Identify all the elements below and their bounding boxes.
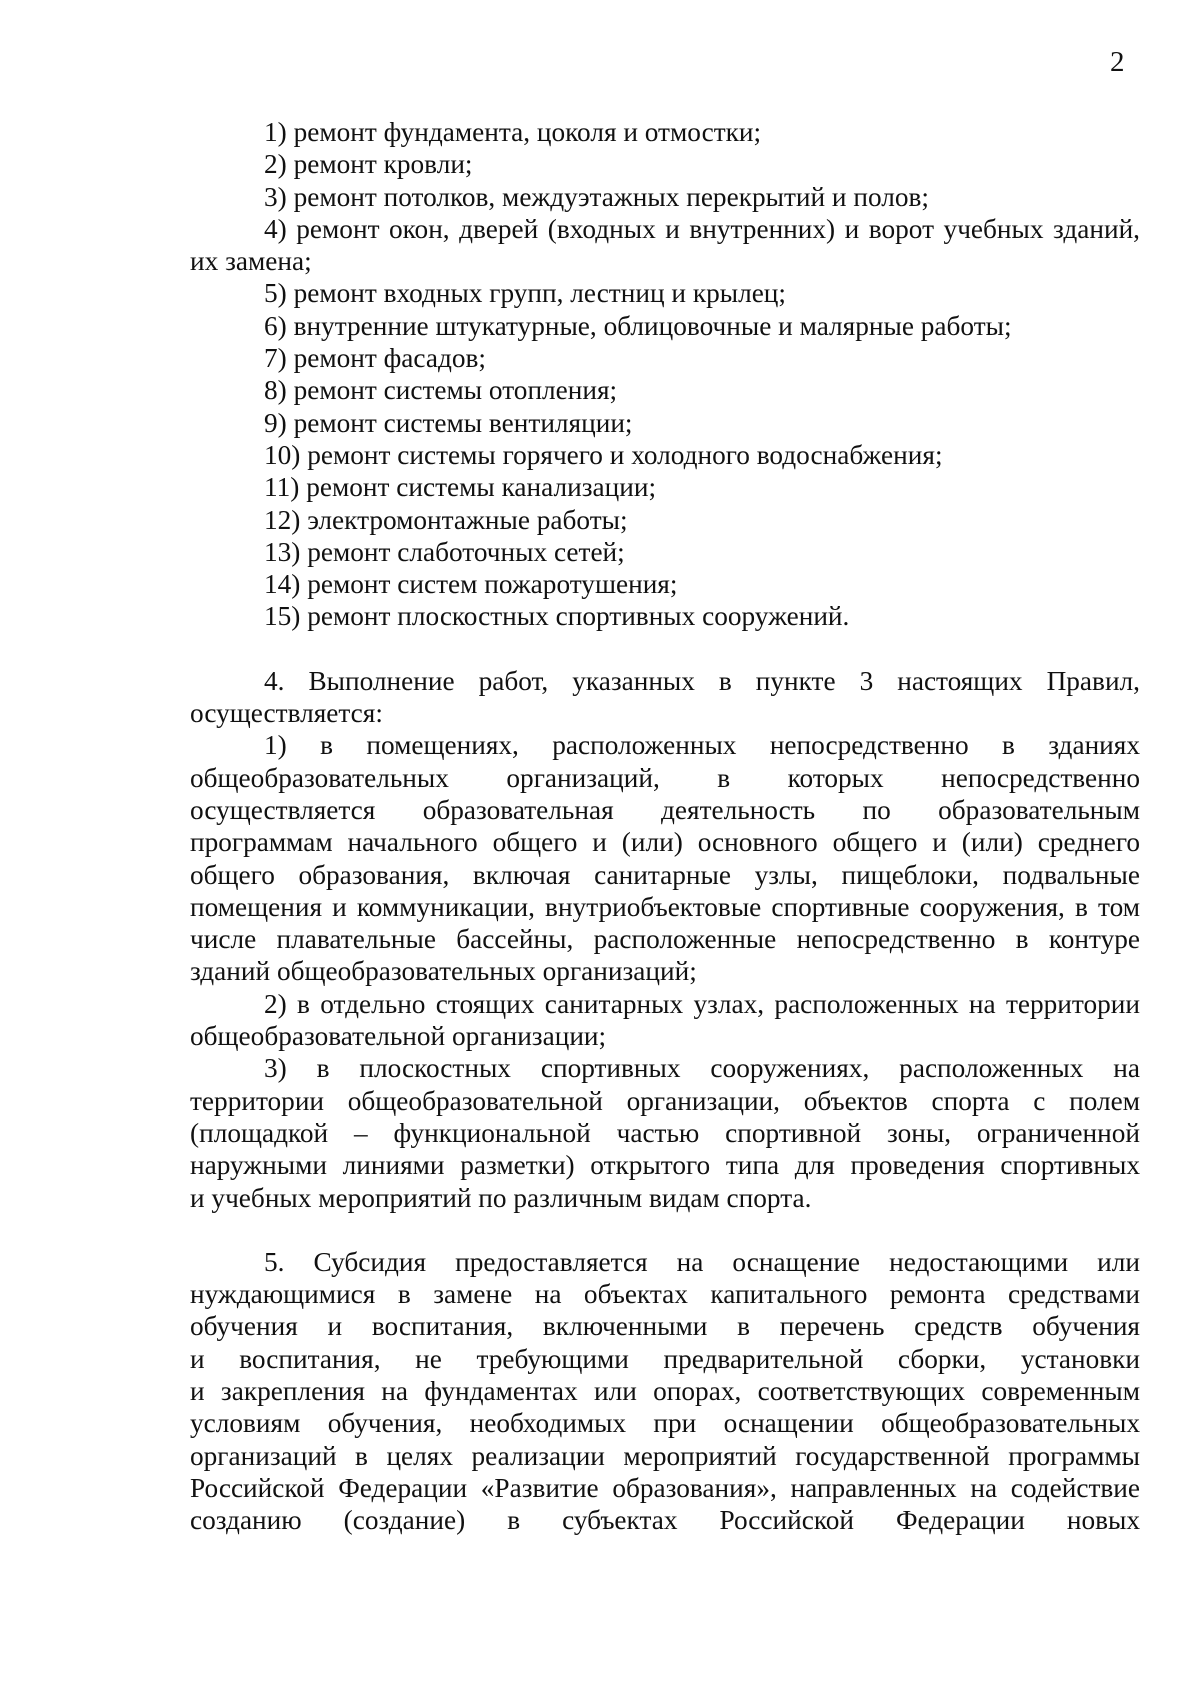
section-4-item-3-line: и учебных мероприятий по различным видам спорта. [190,1182,812,1213]
section-4-item-1-line: числе плавательные бассейны, расположенные непосредственно в контуре [190,924,1140,955]
section-4-lead-line: осуществляется: [190,698,383,729]
list-item: 7) ремонт фасадов; [264,343,486,374]
section-4-item-3-line: территории общеобразовательной организации, объектов спорта с полем [190,1085,1140,1116]
section-5-line: и воспитания, не требующими предварительной сборки, установки [190,1343,1140,1374]
section-4 [190,665,1140,1214]
list-item: 13) ремонт слаботочных сетей; [264,536,625,567]
list-item: 3) ремонт потолков, междуэтажных перекрытий и полов; [264,181,929,212]
section-4-item-3-line: наружными линиями разметки) открытого типа для проведения спортивных [190,1150,1140,1181]
section-4-item-1-line: общего образования, включая санитарные узлы, пищеблоки, подвальные [190,859,1140,890]
list-item: 8) ремонт системы отопления; [264,375,618,406]
list-item: 14) ремонт систем пожаротушения; [264,569,678,600]
section-4-lead-line: 4. Выполнение работ, указанных в пункте 3 настоящих Правил, [264,665,1140,696]
section-5-line: условиям обучения, необходимых при оснащении общеобразовательных [190,1408,1140,1439]
section-5-line: нуждающимися в замене на объектах капитального ремонта средствами [190,1279,1140,1310]
list-item: 2) ремонт кровли; [264,149,473,180]
section-5-line: и закрепления на фундаментах или опорах, соответствующих современным [190,1375,1140,1406]
document-body [190,116,1140,1536]
list-item: 9) ремонт системы вентиляции; [264,407,633,438]
list-item: 11) ремонт системы канализации; [264,472,657,503]
list-item: 1) ремонт фундамента, цоколя и отмостки; [264,117,762,147]
list-item: 4) ремонт окон, дверей (входных и внутренних) и ворот учебных зданий, [264,213,1140,244]
section-4-item-1-line: общеобразовательных организаций, в которых непосредственно [190,762,1140,793]
section-4-item-2-line: 2) в отдельно стоящих санитарных узлах, расположенных на территории [264,988,1140,1019]
section-5-line: организаций в целях реализации мероприятий государственной программы [190,1440,1140,1471]
section-4-item-2-line: общеобразовательной организации; [190,1021,607,1052]
list-item: 12) электромонтажные работы; [264,504,628,535]
section-5 [190,1246,1140,1537]
section-5-line: созданию (создание) в субъектах Российской Федерации новых [190,1505,1140,1536]
section-4-item-1-line: осуществляется образовательная деятельность по образовательным [190,794,1140,825]
section-4-item-1-line: помещения и коммуникации, внутриобъектовые спортивные сооружения, в том [190,891,1140,922]
section-5-line: Российской Федерации «Развитие образования», направленных на содействие [190,1472,1140,1503]
section-4-item-3-line: (площадкой – функциональной частью спортивной зоны, ограниченной [190,1117,1140,1148]
list-item: 6) внутренние штукатурные, облицовочные и малярные работы; [264,310,1012,341]
section-4-item-1-line: программам начального общего и (или) основного общего и (или) среднего [190,827,1140,858]
list-item: 10) ремонт системы горячего и холодного водоснабжения; [264,439,943,470]
section-4-item-1-line: зданий общеобразовательных организаций; [190,956,697,987]
section-4-item-3-line: 3) в плоскостных спортивных сооружениях, расположенных на [264,1053,1140,1084]
repair-works-list [190,116,1140,633]
page-number: 2 [1110,46,1125,78]
list-item: 5) ремонт входных групп, лестниц и крылец; [264,278,786,309]
section-5-line: обучения и воспитания, включенными в перечень средств обучения [190,1311,1140,1342]
section-4-item-1-line: 1) в помещениях, расположенных непосредственно в зданиях [264,730,1140,761]
list-item: 15) ремонт плоскостных спортивных сооружений. [264,601,850,632]
list-item-continuation: их замена; [190,246,312,277]
section-5-line: 5. Субсидия предоставляется на оснащение недостающими или [264,1246,1140,1277]
